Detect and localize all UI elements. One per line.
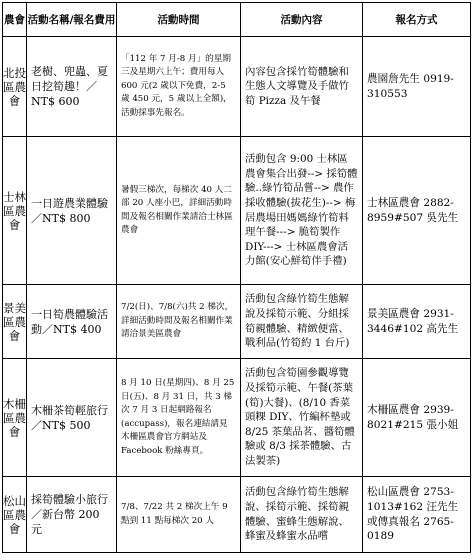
header-contact: 報名方式 [363, 3, 471, 37]
contact-cell: 松山區農會 2753-1013#162 汪先生或傳真報名 2765-0189 [363, 477, 471, 553]
activities-table [2, 2, 471, 553]
content-cell: 活動包含綠竹筍生態解說及採筍示範、分組採筍親體驗、精緻便當、戰利品(竹筍約 1 台斤) [241, 285, 363, 359]
table-row [3, 285, 471, 359]
header-name: 活動名稱/報名費用 [27, 3, 117, 37]
time-cell: 7/8、7/22 共 2 梯次上午 9 點到 11 點每梯次 20 人 [117, 477, 241, 553]
time-cell: 8 月 10 日(星期四)、8 月 25 日(五)、8 月 31 日，共 3 梯次 7 月 3 日起網路報名(accupass)，報名連結請見木柵區農會官方網站及 Facebook 粉絲專頁。 [117, 359, 241, 477]
contact-cell: 農園詹先生 0919-310553 [363, 37, 471, 137]
table-row [3, 359, 471, 477]
name-cell: 採筍體驗小旅行／新台幣 200 元 [27, 477, 117, 553]
time-cell: 7/2(日)、7/8(六)共 2 梯次，詳細活動時間及報名相關作業請洽景美區農會 [117, 285, 241, 359]
org-cell: 景美區農會 [3, 285, 27, 359]
name-cell: 木柵茶筍輕旅行／NT$ 500 [27, 359, 117, 477]
table-row [3, 37, 471, 137]
name-cell: 一日遊農業體驗／NT$ 800 [27, 137, 117, 285]
content-cell: 活動包含 9:00 士林區農會集合出發--> 採筍體驗..綠竹筍品嘗--> 農作採收體驗(拔花生)--> 梅居農場田媽媽綠竹筍料理午餐---> 脆筍製作 DIY---> 士林區農會活力館(安心鮮筍伴手禮) [241, 137, 363, 285]
content-cell: 活動包含筍園參觀導覽及採筍示範、午餐(茶葉(筍)大餐)、(8/10 香菜頭粿 DIY、竹編杯墊或 8/25 茶葉品茗、醬筍體驗或 8/3 採茶體驗、古法製茶) [241, 359, 363, 477]
contact-cell: 景美區農會 2931-3446#102 高先生 [363, 285, 471, 359]
content-cell: 活動包含綠竹筍生態解說、採筍示範、採筍親體驗、蜜蜂生態解說、蜂蜜及蜂蜜水品嚐 [241, 477, 363, 553]
org-cell: 松山區農會 [3, 477, 27, 553]
name-cell: 老樹、兜蟲、夏日挖筍趣！／NT$ 600 [27, 37, 117, 137]
header-row [3, 3, 471, 37]
org-cell: 士林區農會 [3, 137, 27, 285]
name-cell: 一日筍農體驗活動／NT$ 400 [27, 285, 117, 359]
org-cell: 木柵區農會 [3, 359, 27, 477]
header-org: 農會 [3, 3, 27, 37]
time-cell: 暑假三梯次，每梯次 40 人二部 20 人座小巴，詳細活動時間及報名相關作業請洽士林區農會 [117, 137, 241, 285]
header-content: 活動內容 [241, 3, 363, 37]
table-row [3, 477, 471, 553]
table-row [3, 137, 471, 285]
contact-cell: 木柵區農會 2939-8021#215 張小姐 [363, 359, 471, 477]
org-cell: 北投區農會 [3, 37, 27, 137]
time-cell: 「112 年 7 月-8 月」的星期三及星期六上午；費用每人 600 元(2 歲以下免費，2-5 歲 450 元，5 歲以上全額)，活動採事先報名。 [117, 37, 241, 137]
contact-cell: 士林區農會 2882-8959#507 吳先生 [363, 137, 471, 285]
content-cell: 內容包含採竹筍體驗和生態人文導覽及手做竹筍 Pizza 及午餐 [241, 37, 363, 137]
header-time: 活動時間 [117, 3, 241, 37]
